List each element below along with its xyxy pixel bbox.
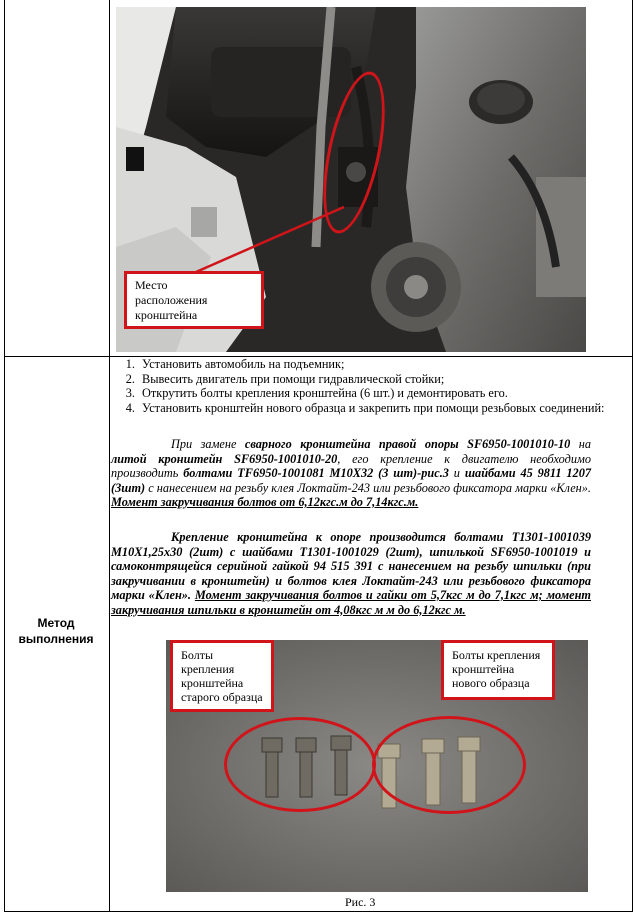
- method-label-line-2: выполнения: [18, 632, 94, 646]
- old-bolts-ellipse: [224, 717, 376, 812]
- paragraph-welded-bracket-replacement: При замене сварного кронштейна правой опоры SF6950-1001010-10 на литой кронштейн SF6950-1001010-20, его крепление к двигателю необходимо производить болтами TF6950-1001081 М10Х32 (3 шт)-рис.3 и шайбами 45 9811 1207 (3шт) с нанесением на резьбу клея Локтайт-243 или резьбового фиксатора марки «Клен». Момент закручивания болтов от 6,12кгс.м до 7,14кгс.м.: [111, 437, 591, 509]
- paragraph-bracket-mounting: Крепление кронштейна к опоре производится болтами Т1301-1001039 М10Х1,25х30 (2шт) с шайбами Т1301-1001029 (2шт), шпилькой SF6950-1001019 и самоконтрящейся серийной гайкой 94 515 391 с нанесением на резьбу шпильки (при закручивании в кронштейн) и болтов клея Локтайт-243 или резьбового фиксатора марки «Клен». Момент закручивания болтов и гайки от 5,7кгс м до 7,1кгс м; момент закручивания шпильки в кронштейн от 4,08кгс м м до 6,12кгс м.: [111, 530, 591, 617]
- column-divider: [109, 0, 110, 912]
- step-item: 4. Установить кронштейн нового образца и закрепить при помощи резьбовых соединений:: [138, 401, 608, 416]
- bracket-location-label-line-2: расположения: [135, 293, 208, 307]
- new-bolts-ellipse: [372, 716, 526, 814]
- new-bolts-label-line-2: кронштейна: [452, 662, 515, 676]
- table-border-left: [4, 0, 5, 912]
- table-border-right: [632, 0, 633, 912]
- table-border-bottom: [4, 911, 633, 912]
- method-label: [4, 615, 108, 647]
- figure-caption: Рис. 3: [345, 895, 376, 909]
- bracket-location-label-line-1: Место: [135, 278, 168, 292]
- step-item: 1. Установить автомобиль на подъемник;: [138, 357, 608, 372]
- new-bolts-label-line-1: Болты крепления: [452, 648, 541, 662]
- step-item: 3. Открутить болты крепления кронштейна (6 шт.) и демонтировать его.: [138, 386, 608, 401]
- procedure-steps: [120, 357, 608, 415]
- old-bolts-label: [170, 640, 274, 712]
- method-label-line-1: Метод: [37, 616, 75, 630]
- new-bolts-label: [441, 640, 555, 700]
- new-bolts-label-line-3: нового образца: [452, 676, 530, 690]
- bracket-location-label: [124, 271, 264, 329]
- step-item: 2. Вывесить двигатель при помощи гидравлической стойки;: [138, 372, 608, 387]
- torque-spec-bolts: Момент закручивания болтов от 6,12кгс.м до 7,14кгс.м.: [111, 495, 419, 509]
- old-bolts-label-line-1: Болты: [181, 648, 214, 662]
- old-bolts-label-line-2: крепления: [181, 662, 235, 676]
- old-bolts-label-line-4: старого образца: [181, 690, 263, 704]
- torque-spec-nut-stud: Момент закручивания болтов и гайки от 5,7кгс м до 7,1кгс м; момент закручивания шпильки в кронштейн от 4,08кгс м м до 6,12кгс м.: [111, 588, 591, 617]
- bracket-location-label-line-3: кронштейна: [135, 308, 198, 322]
- old-bolts-label-line-3: кронштейна: [181, 676, 244, 690]
